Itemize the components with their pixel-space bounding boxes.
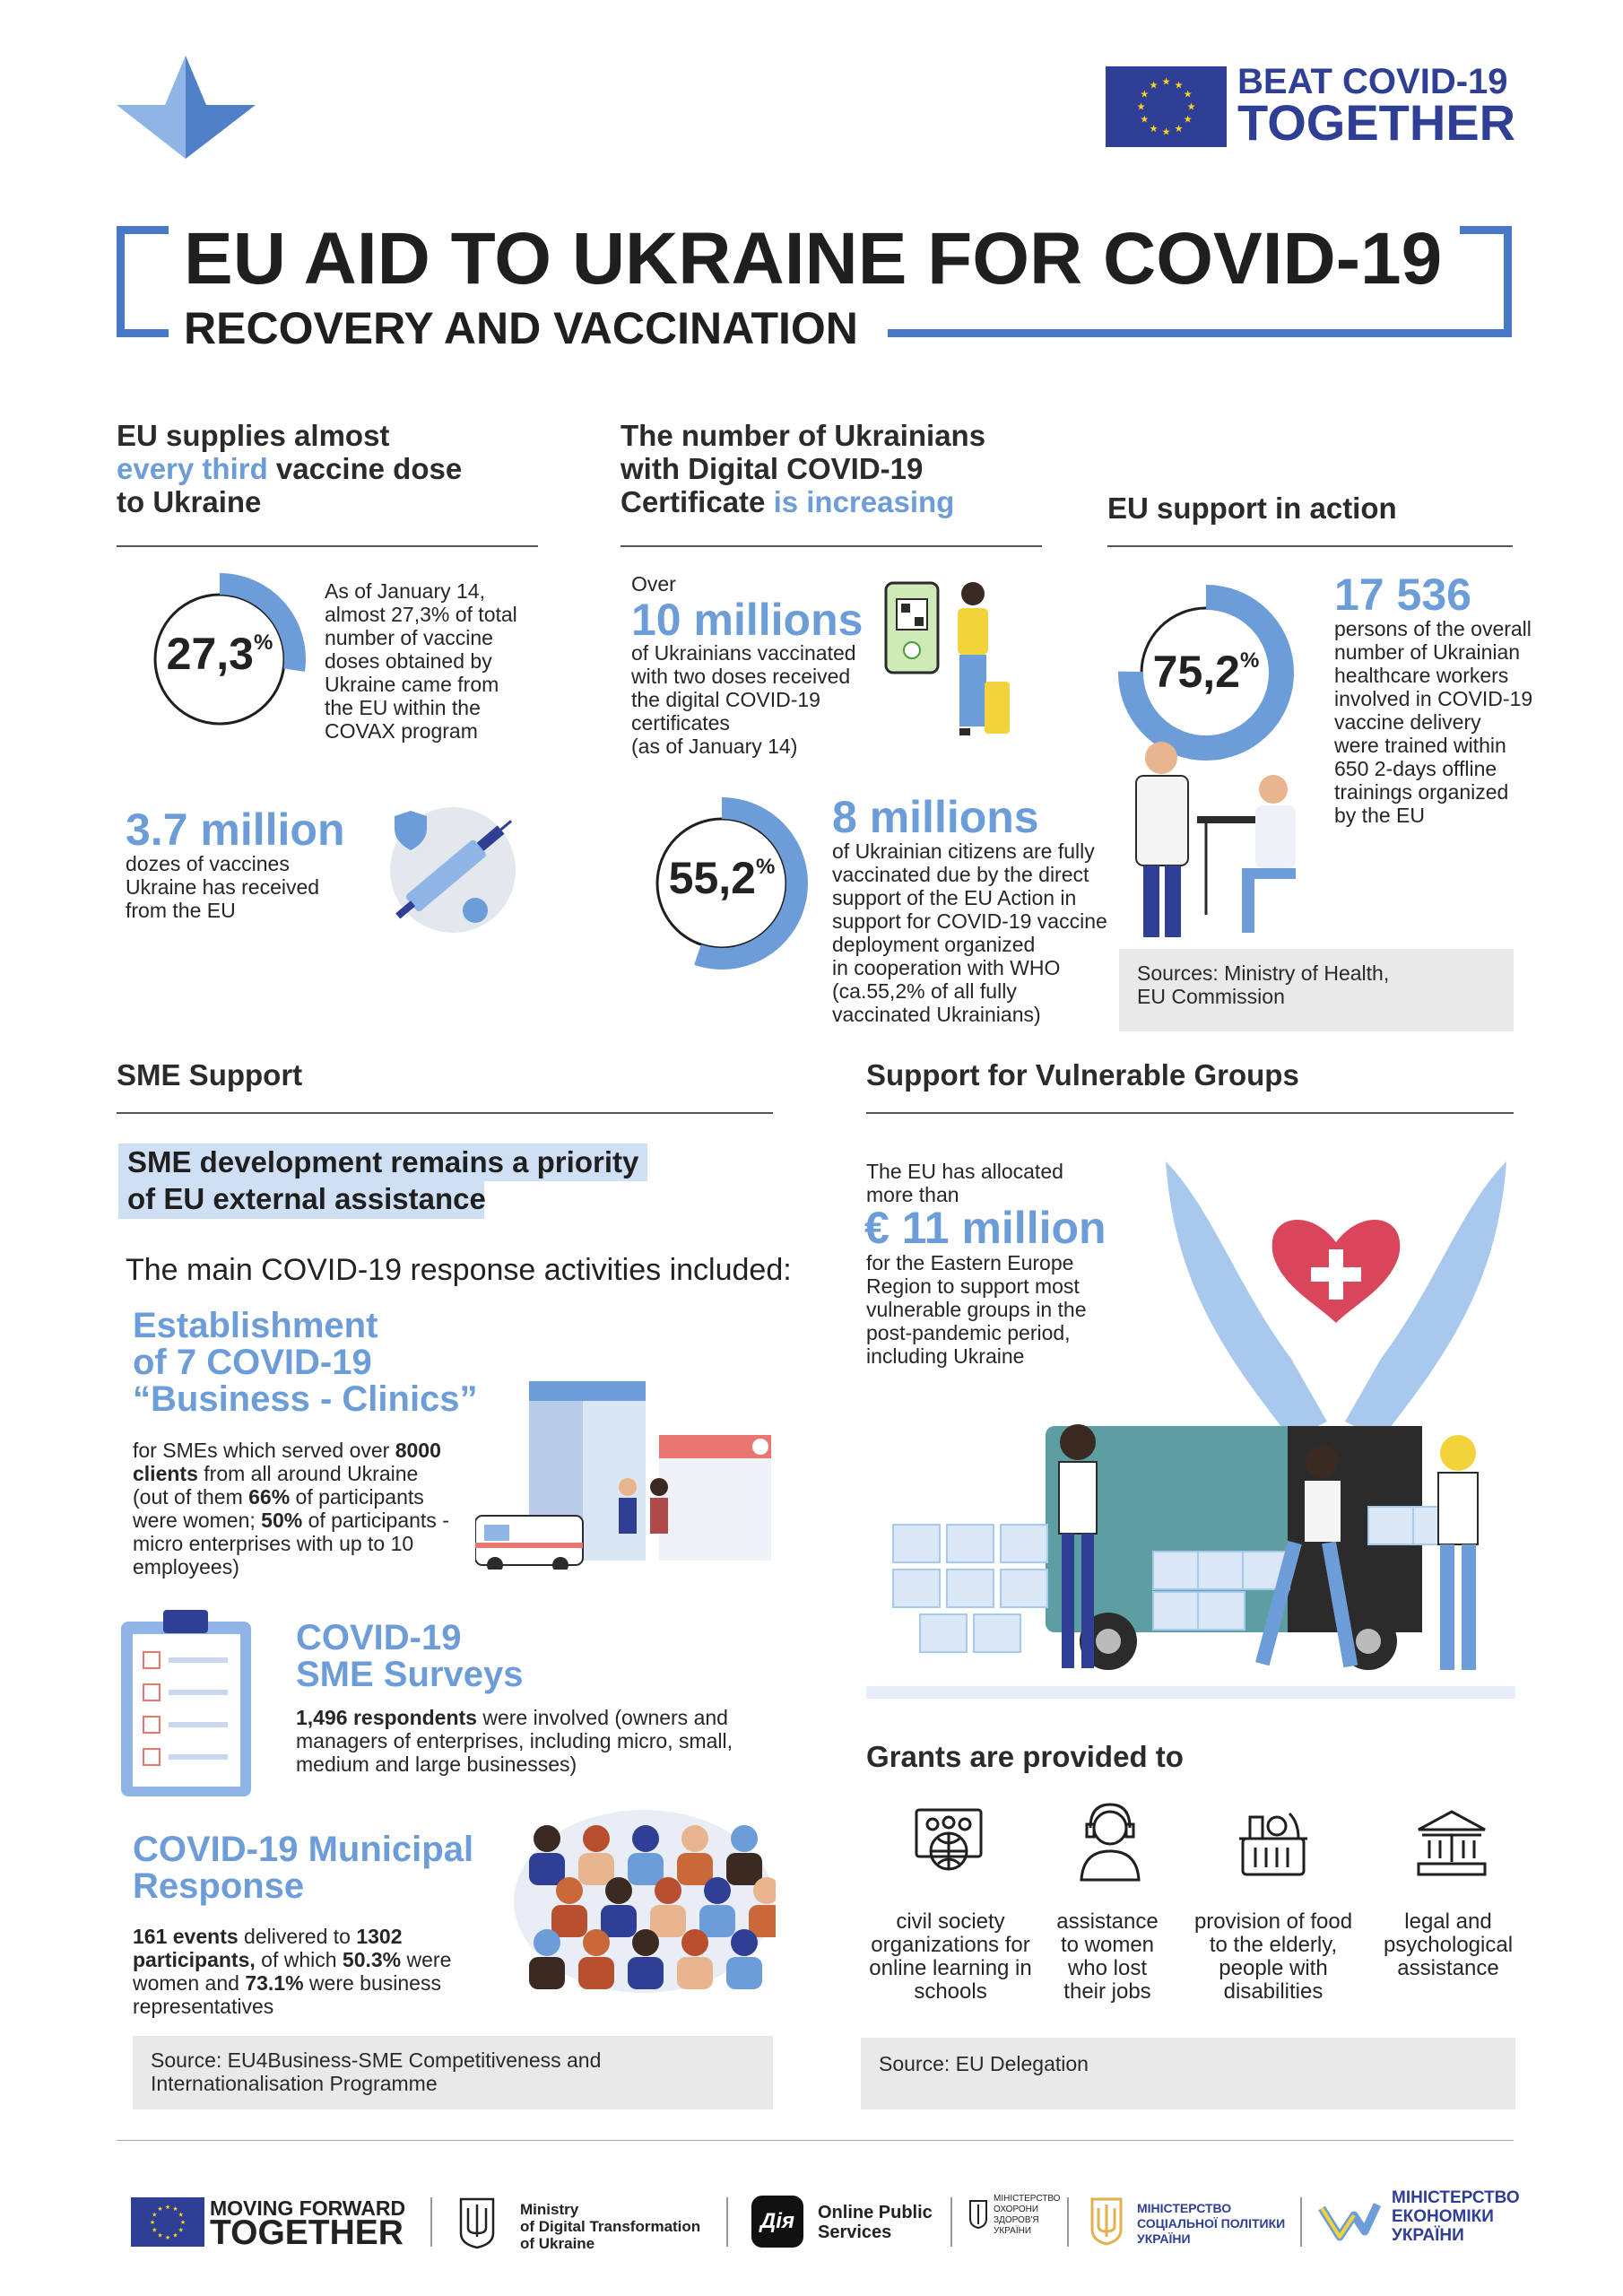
aid-box-icon: [1153, 1552, 1200, 1589]
stat-3-7-text: [126, 852, 319, 922]
aid-box-icon: [947, 1570, 994, 1607]
grant-label-line: psychological: [1383, 1933, 1514, 1957]
col3-heading: EU support in action: [1107, 491, 1397, 525]
eu-star-icon: ★: [172, 2232, 178, 2239]
stat-10-millions: 10 millions: [631, 595, 864, 645]
eu-star-icon: ★: [1183, 89, 1193, 100]
mecon-text: [1392, 2188, 1520, 2245]
vulnerable-source-box: Source: EU Delegation: [861, 2038, 1515, 2109]
person-head-icon: [632, 1825, 659, 1852]
municipal-title-line: Response: [133, 1866, 305, 1906]
food-basket-icon: [1237, 1805, 1309, 1878]
person-head-icon: [731, 1825, 758, 1852]
stat-11-text-line: for the Eastern Europe: [866, 1251, 1074, 1274]
person-head-icon: [605, 1877, 632, 1904]
msp-text-line: МІНІСТЕРСТВО: [1137, 2201, 1232, 2215]
donut-27-text-line: As of January 14,: [325, 579, 485, 603]
donut-75-label: 75,2%: [1152, 647, 1260, 697]
stat-11-text-line: Region to support most: [866, 1274, 1080, 1298]
mecon-text-line: УКРАЇНИ: [1392, 2226, 1464, 2245]
stat-8-text-line: in cooperation with WHO: [832, 956, 1061, 979]
municipal-title: [133, 1831, 473, 1905]
eu-star-icon: ★: [178, 2227, 184, 2234]
trident-icon-1: [457, 2196, 497, 2249]
footer-divider-5: [1300, 2197, 1302, 2247]
footer-divider-2: [726, 2197, 728, 2247]
col1-rule: [117, 545, 538, 547]
ministry-dt-line: Ministry: [520, 2201, 579, 2218]
sme-banner-line2: of EU external assistance: [127, 1182, 486, 1215]
vulnerable-heading: Support for Vulnerable Groups: [866, 1058, 1299, 1091]
grant-label-food: [1184, 1910, 1363, 2004]
sme-banner-line1: SME development remains a priority: [127, 1145, 639, 1178]
person-head-icon: [632, 1929, 659, 1956]
aid-box-icon: [893, 1570, 940, 1607]
stat-17536-text: [1334, 617, 1532, 827]
grant-label-line: who lost: [1067, 1956, 1148, 1980]
footer-divider-1: [430, 2197, 432, 2247]
moh-text-line: ЗДОРОВ'Я: [994, 2215, 1039, 2225]
grant-label-line: schools: [914, 1979, 987, 2004]
diia-text: [818, 2203, 933, 2242]
stat-3-7-text-line: dozes of vaccines: [126, 852, 290, 875]
col3-rule: [1107, 545, 1513, 547]
ministry-dt-line: of Ukraine: [520, 2235, 595, 2252]
grant-label-line: to women: [1060, 1933, 1155, 1957]
vulnerable-intro-line: The EU has allocated: [866, 1160, 1063, 1183]
over-label: Over: [631, 572, 676, 596]
grant-label-line: disabilities: [1223, 1979, 1324, 2004]
clipboard-checklist-illustration: [117, 1605, 256, 1798]
phone-certificate-illustration: [879, 574, 1013, 753]
stat-3-7-text-line: Ukraine has received: [126, 875, 320, 899]
stat-17536-text-line: by the EU: [1334, 804, 1425, 827]
sme-source-line: Internationalisation Programme: [151, 2072, 438, 2095]
stat-10-text-line: with two doses received: [631, 665, 851, 688]
aid-box-icon: [1001, 1570, 1047, 1607]
donut-27-text: [325, 579, 517, 743]
stat-11-text-line: vulnerable groups in the: [866, 1298, 1087, 1321]
stat-8-text-line: (ca.55,2% of all fully: [832, 979, 1017, 1003]
donut-27-text-line: number of vaccine: [325, 626, 493, 649]
aid-box-icon: [1153, 1592, 1200, 1630]
grant-label-civil-society: [861, 1910, 1040, 2004]
person-head-icon: [583, 1929, 610, 1956]
aid-box-icon: [974, 1614, 1020, 1652]
person-head-icon: [681, 1929, 708, 1956]
mecon-text-line: МІНІСТЕРСТВО: [1392, 2188, 1520, 2207]
stat-8-text-line: support for COVID-19 vaccine: [832, 909, 1107, 933]
eu-star-icon: ★: [1140, 114, 1150, 126]
vulnerable-intro-line: more than: [866, 1183, 959, 1206]
sme-heading: SME Support: [117, 1058, 303, 1091]
grant-label-line: to the elderly,: [1209, 1933, 1338, 1957]
diia-text-line: Services: [818, 2222, 892, 2242]
person-head-icon: [681, 1825, 708, 1852]
moh-text-line: УКРАЇНИ: [994, 2226, 1032, 2236]
doctor-patient-illustration: [1116, 735, 1309, 942]
moh-text: [994, 2194, 1060, 2237]
stat-3-7-text-line: from the EU: [126, 899, 236, 922]
eu-star-icon: ★: [1149, 123, 1159, 135]
surveys-title: [296, 1620, 523, 1693]
stat-10-text: [631, 641, 856, 758]
person-head-icon: [556, 1877, 583, 1904]
syringe-illustration: [377, 798, 529, 942]
mft-line2: TOGETHER: [210, 2213, 404, 2252]
mecon-text-line: ЕКОНОМІКИ: [1392, 2207, 1494, 2226]
moh-text-line: ОХОРОНИ: [994, 2205, 1039, 2214]
stat-8-text-line: vaccinated due by the direct: [832, 863, 1089, 886]
grant-label-line: online learning in: [869, 1956, 1032, 1980]
footer-divider-4: [1067, 2197, 1069, 2247]
crowd-illustration: [511, 1803, 776, 1996]
stat-17536: 17 536: [1334, 570, 1471, 620]
grant-label-line: people with: [1219, 1956, 1328, 1980]
eu-star-icon: ★: [157, 2232, 163, 2239]
scales-house-icon: [1415, 1808, 1488, 1878]
stat-17536-text-line: 650 2-days offline: [1334, 757, 1497, 780]
eu-star-icon: ★: [172, 2206, 178, 2213]
footer-divider-3: [950, 2197, 952, 2247]
page-title: EU AID TO UKRAINE FOR COVID-19: [184, 218, 1443, 300]
donut-55-label: 55,2%: [668, 853, 776, 903]
surveys-title-line: COVID-19: [296, 1618, 462, 1657]
eu-flag-icon: [1106, 66, 1227, 147]
vulnerable-rule: [866, 1112, 1514, 1114]
col2-heading: The number of Ukrainians with Digital COVID-19 Certificate is increasing: [621, 419, 986, 518]
eu-star-icon: ★: [1174, 123, 1184, 135]
woman-headset-icon: [1074, 1801, 1146, 1882]
aid-box-icon: [947, 1525, 994, 1562]
ministry-dt-line: of Digital Transformation: [520, 2218, 701, 2235]
donut-27-text-line: almost 27,3% of total: [325, 603, 517, 626]
sme-banner: [118, 1144, 647, 1219]
eu-star-icon: ★: [164, 2234, 171, 2241]
grant-label-legal: [1363, 1910, 1533, 1980]
msp-text: [1137, 2201, 1285, 2247]
stat-11-million: € 11 million: [864, 1203, 1107, 1253]
diia-logo: Дія: [751, 2196, 803, 2248]
stat-8-text-line: support of the EU Action in: [832, 886, 1077, 909]
eu-star-icon: ★: [179, 2219, 187, 2226]
donut-27-text-line: COVAX program: [325, 719, 478, 743]
stat-8-text-line: deployment organized: [832, 933, 1036, 956]
stat-10-text-line: of Ukrainians vaccinated: [631, 641, 856, 665]
grant-label-line: organizations for: [871, 1933, 1030, 1957]
grant-label-line: legal and: [1404, 1909, 1492, 1934]
msp-text-line: СОЦІАЛЬНОЇ ПОЛІТИКИ: [1137, 2216, 1286, 2231]
grant-label-line: assistance: [1397, 1956, 1499, 1980]
aid-box-icon: [1198, 1552, 1245, 1589]
stat-17536-text-line: number of Ukrainian: [1334, 640, 1521, 664]
grant-label-line: civil society: [896, 1909, 1005, 1934]
stat-10-text-line: the digital COVID-19: [631, 688, 820, 711]
clinic-building-illustration: [475, 1381, 776, 1570]
vulnerable-intro: [866, 1160, 1063, 1206]
stat-17536-text-line: involved in COVID-19: [1334, 687, 1533, 710]
municipal-title-line: COVID-19 Municipal: [133, 1830, 474, 1869]
aid-box-icon: [1198, 1592, 1245, 1630]
eu-star-icon: ★: [152, 2212, 158, 2219]
sme-rule: [117, 1112, 773, 1114]
stat-17536-text-line: trainings organized: [1334, 780, 1509, 804]
col3-source-line: Sources: Ministry of Health,: [1137, 961, 1390, 985]
stat-11-text: [866, 1251, 1087, 1368]
grants-heading: Grants are provided to: [866, 1740, 1184, 1773]
donut-27-text-line: the EU within the: [325, 696, 481, 719]
mecon-logo-icon: [1318, 2196, 1381, 2246]
grant-label-line: their jobs: [1063, 1979, 1151, 2004]
beat-covid-line1: BEAT COVID-19: [1237, 62, 1508, 101]
stat-3-7-million: 3.7 million: [126, 804, 345, 855]
stat-10-text-line: (as of January 14): [631, 735, 798, 758]
clinics-title-line: of 7 COVID-19: [133, 1343, 372, 1382]
footer-rule: [117, 2140, 1514, 2141]
eu-star-icon: ★: [178, 2212, 184, 2219]
eu-star-icon: ★: [1161, 76, 1171, 88]
sme-source-line: Source: EU4Business-SME Competitiveness and: [151, 2048, 602, 2072]
clinics-title: [133, 1308, 478, 1418]
grant-label-women: [1040, 1910, 1175, 2004]
person-head-icon: [731, 1929, 758, 1956]
globe-people-icon: [913, 1805, 985, 1876]
stat-8-millions: 8 millions: [832, 792, 1039, 842]
clinics-text: for SMEs which served over 8000 clients from all around Ukraine (out of them 66% of participants were women; 50% of participants - micro enterprises with up to 10 employees): [133, 1439, 449, 1578]
eu-flag-footer-icon: [131, 2197, 204, 2247]
municipal-text: 161 events delivered to 1302 participants, of which 50.3% were women and 73.1% were business representatives: [133, 1925, 452, 2018]
aid-box-icon: [1368, 1507, 1415, 1544]
aid-box-icon: [893, 1525, 940, 1562]
stat-8-text-line: of Ukrainian citizens are fully: [832, 839, 1095, 863]
title-bracket-right: [1460, 226, 1512, 337]
surveys-text: 1,496 respondents were involved (owners and managers of enterprises, including micro, small, medium and large businesses): [296, 1706, 733, 1776]
stat-17536-text-line: persons of the overall: [1334, 617, 1532, 640]
eu-star-icon: ★: [1149, 80, 1159, 91]
sme-intro: The main COVID-19 response activities included:: [126, 1253, 792, 1287]
eu-star-icon: ★: [1174, 80, 1184, 91]
eu-star-icon: ★: [1161, 126, 1171, 138]
eu-star-icon: ★: [152, 2227, 158, 2234]
eu-star-icon: ★: [1136, 101, 1146, 113]
col3-source-box: [1119, 949, 1514, 1031]
col3-source-line: EU Commission: [1137, 985, 1285, 1008]
person-head-icon: [583, 1825, 610, 1852]
donut-27-text-line: Ukraine came from: [325, 673, 499, 696]
col1-heading: EU supplies almost every third vaccine dose to Ukraine: [117, 419, 463, 518]
ministry-dt-text: [520, 2201, 700, 2252]
stat-11-text-line: post-pandemic period,: [866, 1321, 1071, 1344]
aid-box-icon: [1001, 1525, 1047, 1562]
eu-star-icon: ★: [1140, 89, 1150, 100]
msp-text-line: УКРАЇНИ: [1137, 2231, 1191, 2246]
stat-17536-text-line: vaccine delivery: [1334, 710, 1481, 734]
trident-icon-3: [1089, 2196, 1124, 2248]
clinics-title-line: Establishment: [133, 1306, 378, 1345]
person-head-icon: [534, 1825, 560, 1852]
volunteers-truck-illustration: [866, 1417, 1515, 1704]
eu-star-icon: ★: [157, 2206, 163, 2213]
surveys-title-line: SME Surveys: [296, 1655, 524, 1694]
page-subtitle: RECOVERY AND VACCINATION: [184, 303, 858, 353]
moh-text-line: МІНІСТЕРСТВО: [994, 2194, 1061, 2204]
logo-star-icon: [117, 56, 256, 159]
person-head-icon: [655, 1877, 681, 1904]
stat-17536-text-line: were trained within: [1334, 734, 1506, 757]
eu-star-icon: ★: [1183, 114, 1193, 126]
grant-label-line: assistance: [1056, 1909, 1159, 1934]
title-bracket-left: [117, 226, 169, 337]
grant-label-line: provision of food: [1193, 1909, 1353, 1934]
diia-text-line: Online Public: [818, 2203, 933, 2222]
stat-10-text-line: certificates: [631, 711, 730, 735]
col2-rule: [621, 545, 1042, 547]
person-head-icon: [704, 1877, 731, 1904]
eu-star-icon: ★: [149, 2219, 156, 2226]
donut-27-label: 27,3%: [166, 629, 273, 679]
eu-star-icon: ★: [164, 2204, 171, 2211]
trident-icon-2: [968, 2199, 988, 2230]
stat-11-text-line: including Ukraine: [866, 1344, 1025, 1368]
donut-27-text-line: doses obtained by: [325, 649, 492, 673]
hands-heart-illustration: [1157, 1152, 1515, 1448]
mft-line1: MOVING FORWARD: [210, 2196, 406, 2220]
clinics-title-line: “Business - Clinics”: [133, 1379, 478, 1419]
beat-covid-line2: TOGETHER: [1237, 94, 1516, 151]
stat-17536-text-line: healthcare workers: [1334, 664, 1509, 687]
aid-box-icon: [920, 1614, 967, 1652]
eu-star-icon: ★: [1186, 101, 1196, 113]
stat-8-text: [832, 839, 1107, 1026]
person-head-icon: [534, 1929, 560, 1956]
stat-8-text-line: vaccinated Ukrainians): [832, 1003, 1041, 1026]
sme-source-box: [133, 2036, 773, 2109]
title-underline: [888, 329, 1512, 337]
